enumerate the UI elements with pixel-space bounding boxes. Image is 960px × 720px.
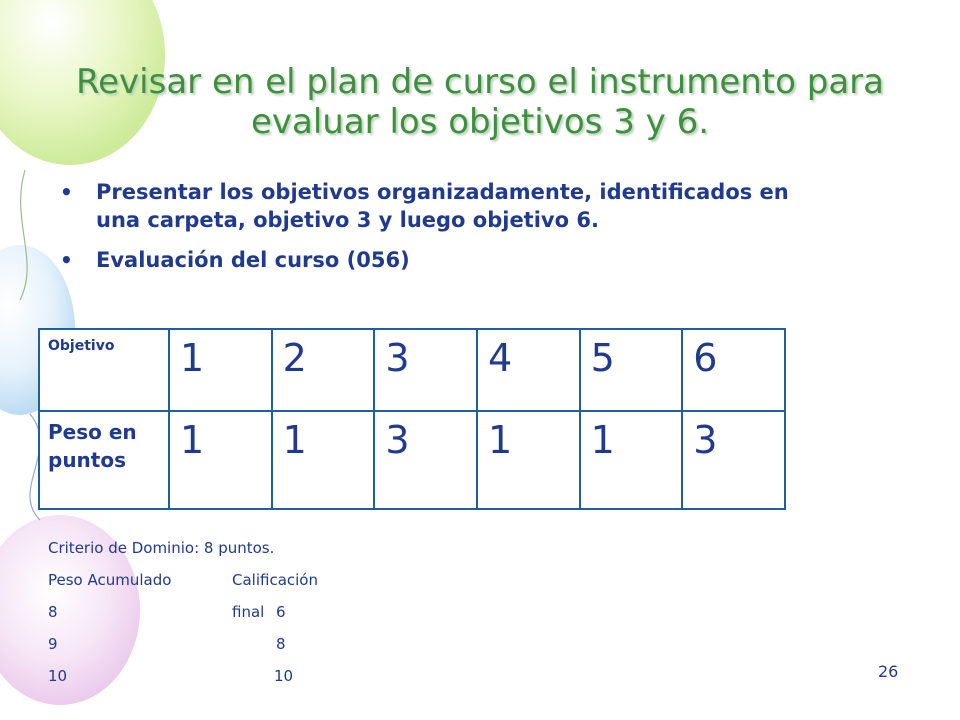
bullet-text: Evaluación del curso (056) — [96, 248, 410, 272]
table-cell: 3 — [682, 411, 785, 509]
slide-title: Revisar en el plan de curso el instrumento para evaluar los objetivos 3 y 6. — [76, 62, 884, 142]
criteria-cell: 6 — [276, 603, 286, 621]
bullet-dot-icon: • — [60, 248, 73, 272]
criteria-header-row — [48, 564, 318, 621]
table-cell: 4 — [477, 329, 580, 411]
bullet-item — [60, 178, 840, 234]
criteria-block — [48, 532, 318, 692]
criteria-cell: 8 — [276, 635, 286, 653]
table-row — [39, 411, 785, 509]
criteria-cell: 10 — [48, 667, 68, 685]
criteria-line: Criterio de Dominio: 8 puntos. — [48, 539, 275, 557]
row-header-objetivo: Objetivo — [39, 329, 169, 411]
page-number: 26 — [878, 662, 899, 681]
bullet-list — [60, 178, 840, 286]
table-cell: 6 — [682, 329, 785, 411]
objectives-table — [38, 328, 786, 510]
col-header-peso-acumulado: Peso Acumulado — [48, 571, 172, 589]
col-header-calificacion: Calificación final — [232, 571, 318, 621]
table-cell: 1 — [580, 411, 683, 509]
bullet-item — [60, 246, 840, 274]
row-header-peso: Peso en puntos — [39, 411, 169, 509]
bullet-dot-icon: • — [60, 180, 73, 204]
criteria-cell: 10 — [274, 667, 294, 685]
table-cell: 1 — [272, 411, 375, 509]
table-cell: 5 — [580, 329, 683, 411]
table-cell: 1 — [169, 329, 272, 411]
criteria-row — [48, 660, 294, 692]
table-cell: 1 — [477, 411, 580, 509]
criteria-row — [48, 628, 286, 660]
criteria-row — [48, 596, 286, 628]
table-cell: 2 — [272, 329, 375, 411]
table-cell: 1 — [169, 411, 272, 509]
criteria-cell: 9 — [48, 635, 58, 653]
bullet-text: Presentar los objetivos organizadamente, identificados en una carpeta, objetivo 3 y luego objetivo 6. — [96, 180, 789, 232]
table-cell: 3 — [374, 329, 477, 411]
criteria-cell: 8 — [48, 603, 58, 621]
table-cell: 3 — [374, 411, 477, 509]
table-row — [39, 329, 785, 411]
